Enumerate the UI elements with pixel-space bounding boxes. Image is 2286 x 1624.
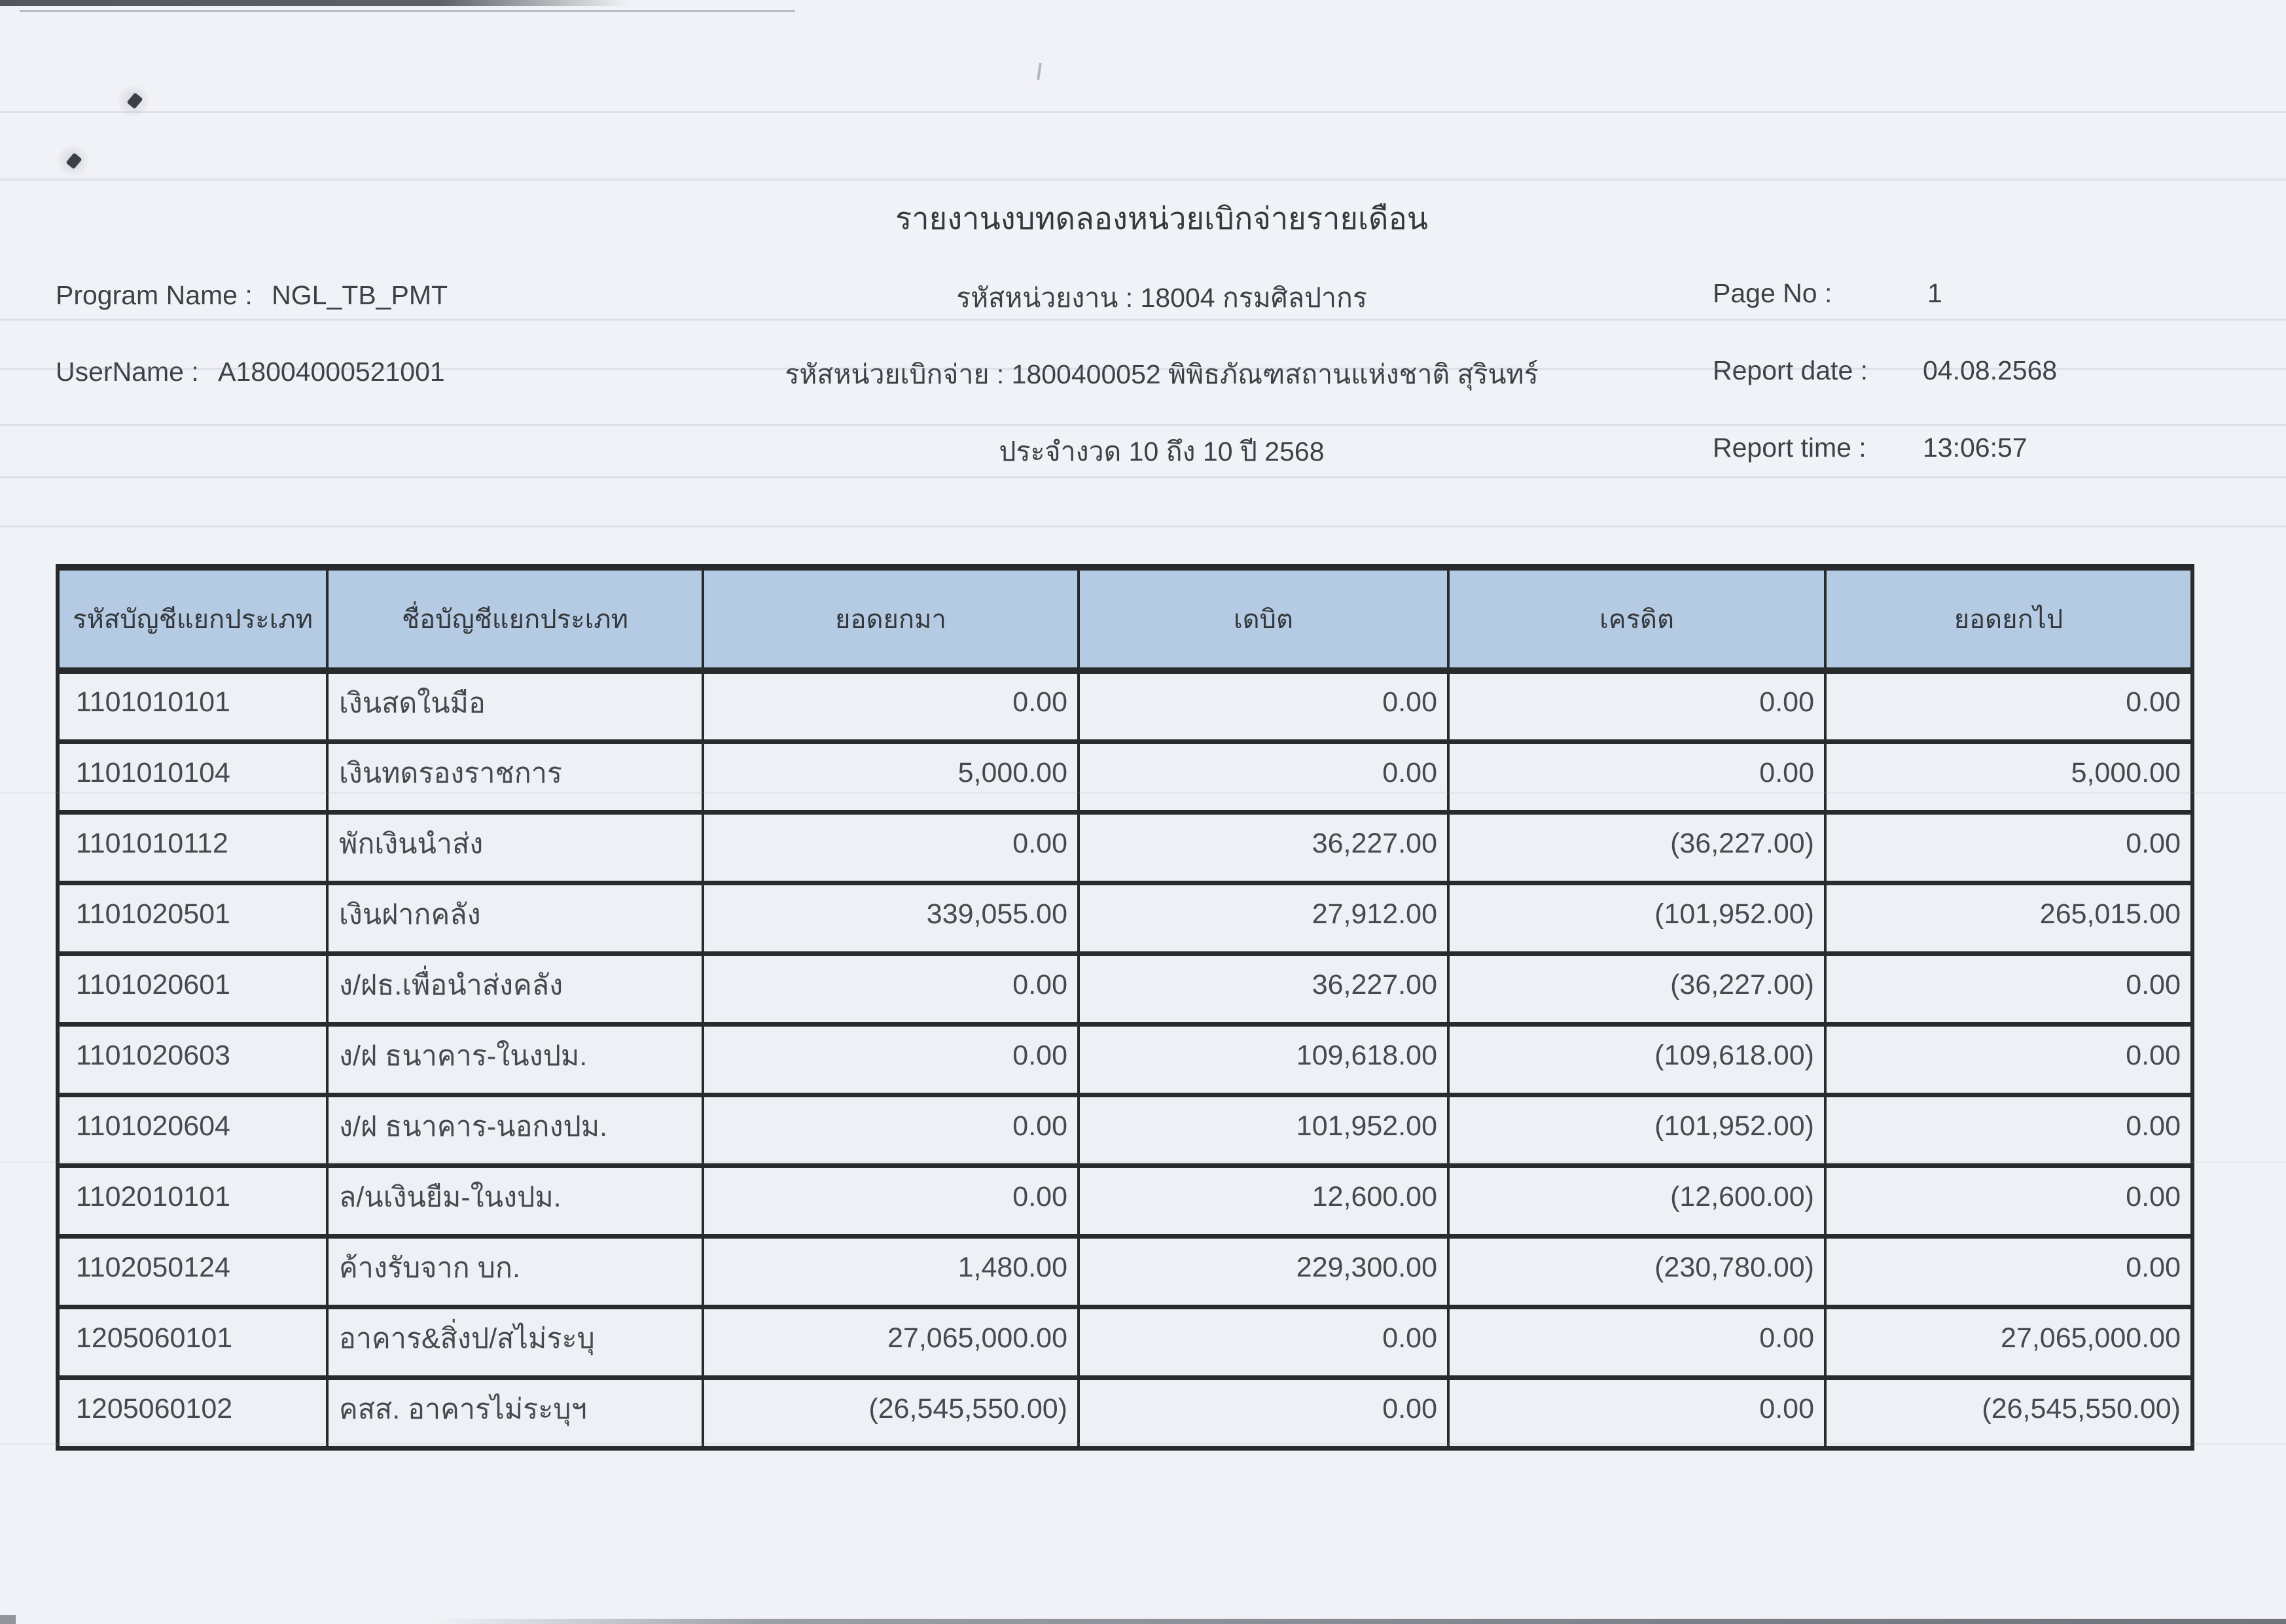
table-row [58, 953, 2192, 1024]
staple-hole-halo [116, 84, 151, 118]
account-name-cell: ง/ฝ ธนาคาร-นอกงปม. [327, 1095, 703, 1165]
account-name-cell: เงินสดในมือ [327, 671, 703, 741]
balance-forward-cell: 1,480.00 [703, 1236, 1079, 1307]
balance-carry-cell: 0.00 [1825, 1236, 2192, 1307]
account-code-cell: 1102050124 [58, 1236, 327, 1307]
debit-cell: 12,600.00 [1079, 1165, 1448, 1236]
debit-cell: 0.00 [1079, 741, 1448, 812]
credit-cell: (101,952.00) [1448, 1095, 1825, 1165]
agency-code-line: รหัสหน่วยงาน : 18004 กรมศิลปากร [956, 283, 1367, 313]
col-header-account-name: ชื่อบัญชีแยกประเภท [327, 567, 703, 671]
balance-forward-cell: 0.00 [703, 1095, 1079, 1165]
account-code-cell: 1101020604 [58, 1095, 327, 1165]
credit-cell: 0.00 [1448, 741, 1825, 812]
debit-cell: 0.00 [1079, 1377, 1448, 1448]
col-header-debit: เดบิต [1079, 567, 1448, 671]
table-row [58, 1377, 2192, 1448]
debit-cell: 36,227.00 [1079, 953, 1448, 1024]
table-row [58, 1307, 2192, 1377]
table-row [58, 671, 2192, 741]
report-title: รายงานงบทดลองหน่วยเบิกจ่ายรายเดือน [895, 201, 1428, 236]
table-row [58, 1165, 2192, 1236]
table-row [58, 1095, 2192, 1165]
debit-cell: 27,912.00 [1079, 883, 1448, 953]
scan-streak [0, 111, 2286, 113]
program-name-value: NGL_TB_PMT [272, 280, 448, 310]
balance-carry-cell: 5,000.00 [1825, 741, 2192, 812]
balance-forward-cell: 5,000.00 [703, 741, 1079, 812]
debit-cell: 101,952.00 [1079, 1095, 1448, 1165]
col-header-balance-carry: ยอดยกไป [1825, 567, 2192, 671]
balance-forward-cell: 0.00 [703, 1024, 1079, 1095]
table-row [58, 883, 2192, 953]
credit-cell: (36,227.00) [1448, 953, 1825, 1024]
page-no-label: Page No : [1713, 278, 1832, 308]
scan-streak [0, 424, 2286, 426]
scan-streak [0, 476, 2286, 478]
balance-carry-cell: 0.00 [1825, 1024, 2192, 1095]
balance-forward-cell: 0.00 [703, 953, 1079, 1024]
balance-forward-cell: 27,065,000.00 [703, 1307, 1079, 1377]
table-body [58, 671, 2192, 1448]
report-date-value: 04.08.2568 [1923, 355, 2058, 385]
credit-cell: (12,600.00) [1448, 1165, 1825, 1236]
col-header-balance-forward: ยอดยกมา [703, 567, 1079, 671]
scan-artifact-line [20, 10, 795, 12]
credit-cell: (230,780.00) [1448, 1236, 1825, 1307]
credit-cell: (101,952.00) [1448, 883, 1825, 953]
account-name-cell: ค้างรับจาก บก. [327, 1236, 703, 1307]
staple-hole-halo [56, 144, 90, 178]
balance-carry-cell: 0.00 [1825, 671, 2192, 741]
balance-forward-cell: 0.00 [703, 671, 1079, 741]
report-time-value: 13:06:57 [1923, 432, 2027, 463]
debit-cell: 229,300.00 [1079, 1236, 1448, 1307]
scan-streak [0, 179, 2286, 181]
period-line: ประจำงวด 10 ถึง 10 ปี 2568 [999, 436, 1325, 467]
balance-carry-cell: 0.00 [1825, 1165, 2192, 1236]
debit-cell: 0.00 [1079, 671, 1448, 741]
balance-carry-cell: 0.00 [1825, 812, 2192, 883]
table-header-row [58, 567, 2192, 671]
report-time-label: Report time : [1713, 432, 1866, 463]
col-header-credit: เครดิต [1448, 567, 1825, 671]
balance-forward-cell: (26,545,550.00) [703, 1377, 1079, 1448]
account-name-cell: เงินทดรองราชการ [327, 741, 703, 812]
staple-hole [126, 92, 143, 109]
account-code-cell: 1101010112 [58, 812, 327, 883]
balance-carry-cell: 265,015.00 [1825, 883, 2192, 953]
account-name-cell: เงินฝากคลัง [327, 883, 703, 953]
credit-cell: (109,618.00) [1448, 1024, 1825, 1095]
program-name-label: Program Name : [56, 280, 253, 310]
balance-carry-cell: 27,065,000.00 [1825, 1307, 2192, 1377]
account-code-cell: 1101020501 [58, 883, 327, 953]
account-name-cell: ง/ฝ ธนาคาร-ในงปม. [327, 1024, 703, 1095]
credit-cell: (36,227.00) [1448, 812, 1825, 883]
balance-carry-cell: 0.00 [1825, 953, 2192, 1024]
balance-carry-cell: 0.00 [1825, 1095, 2192, 1165]
account-name-cell: คสส. อาคารไม่ระบุฯ [327, 1377, 703, 1448]
account-code-cell: 1102010101 [58, 1165, 327, 1236]
account-name-cell: อาคาร&สิ่งป/สไม่ระบุ [327, 1307, 703, 1377]
col-header-account-code: รหัสบัญชีแยกประเภท [58, 567, 327, 671]
account-code-cell: 1101020601 [58, 953, 327, 1024]
account-name-cell: พักเงินนำส่ง [327, 812, 703, 883]
table-row [58, 741, 2192, 812]
account-code-cell: 1101020603 [58, 1024, 327, 1095]
account-name-cell: ล/นเงินยืม-ในงปม. [327, 1165, 703, 1236]
account-code-cell: 1101010104 [58, 741, 327, 812]
disbursing-unit-line: รหัสหน่วยเบิกจ่าย : 1800400052 พิพิธภัณฑสถานแห่งชาติ สุรินทร์ [785, 359, 1539, 389]
table-row [58, 1024, 2192, 1095]
account-code-cell: 1101010101 [58, 671, 327, 741]
debit-cell: 36,227.00 [1079, 812, 1448, 883]
scan-streak [0, 525, 2286, 527]
balance-forward-cell: 0.00 [703, 1165, 1079, 1236]
scan-edge-top-bar [0, 0, 628, 6]
page-no-value: 1 [1927, 278, 1942, 308]
balance-forward-cell: 339,055.00 [703, 883, 1079, 953]
balance-forward-cell: 0.00 [703, 812, 1079, 883]
account-name-cell: ง/ฝธ.เพื่อนำส่งคลัง [327, 953, 703, 1024]
account-code-cell: 1205060101 [58, 1307, 327, 1377]
table-row [58, 1236, 2192, 1307]
debit-cell: 109,618.00 [1079, 1024, 1448, 1095]
trial-balance-table [56, 564, 2194, 1451]
balance-carry-cell: (26,545,550.00) [1825, 1377, 2192, 1448]
username-value: A18004000521001 [218, 357, 445, 387]
scan-edge-bottom-bar [432, 1619, 2286, 1624]
staple-hole [65, 152, 82, 169]
credit-cell: 0.00 [1448, 1377, 1825, 1448]
table-row [58, 812, 2192, 883]
credit-cell: 0.00 [1448, 1307, 1825, 1377]
scan-edge-corner [0, 1615, 16, 1624]
report-date-label: Report date : [1713, 355, 1868, 385]
credit-cell: 0.00 [1448, 671, 1825, 741]
username-label: UserName : [56, 357, 199, 387]
account-code-cell: 1205060102 [58, 1377, 327, 1448]
debit-cell: 0.00 [1079, 1307, 1448, 1377]
pen-mark [1037, 63, 1042, 80]
